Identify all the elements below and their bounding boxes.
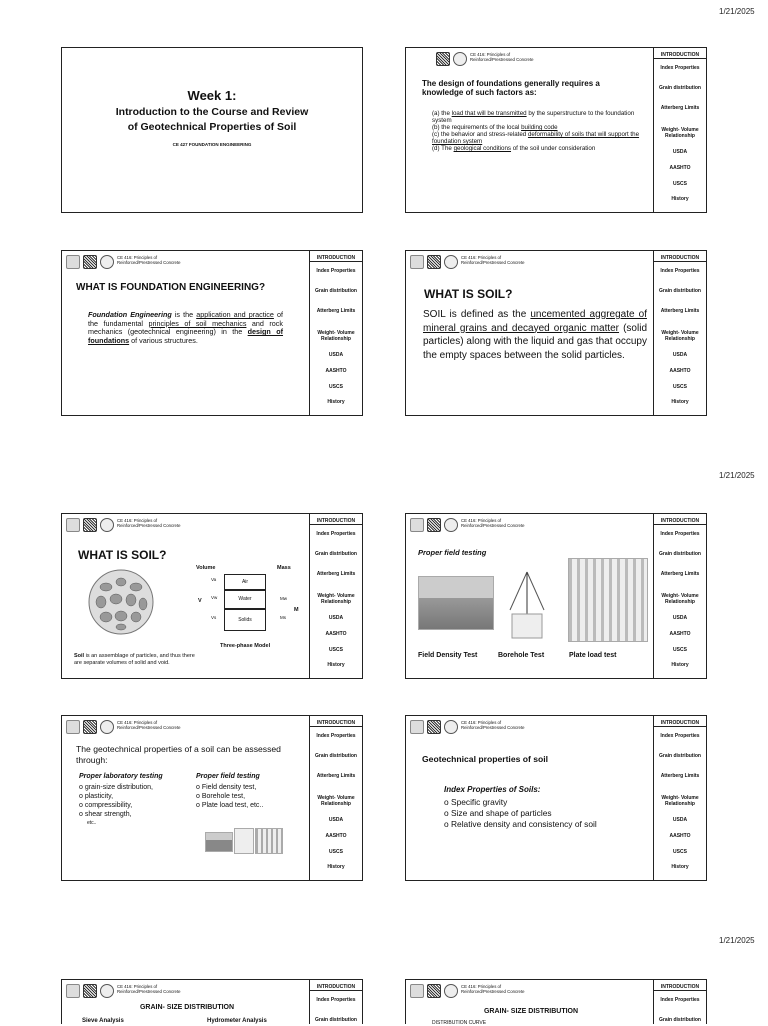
nav-introduction[interactable]: INTRODUCTION xyxy=(310,720,362,727)
nav-grain[interactable]: Grain distribution xyxy=(315,1017,357,1023)
model-caption: Three-phase Model xyxy=(220,643,271,649)
slide-header xyxy=(436,52,540,66)
mass-label: Mass xyxy=(277,565,291,571)
slide-assessment xyxy=(61,715,363,881)
nav-aashto[interactable]: AASHTO xyxy=(669,631,691,637)
nav-atterberg[interactable]: Atterberg Limits xyxy=(660,105,700,111)
soil-caption: Soil is an assemblage of particles, and thus there are separate volumes of solid and void. xyxy=(74,653,195,666)
nav-weight-volume[interactable]: Weight- Volume Relationship xyxy=(661,795,699,807)
nav-weight-volume[interactable]: Weight- Volume Relationship xyxy=(661,330,699,342)
seal-logo-icon xyxy=(453,52,467,66)
nav-aashto[interactable]: AASHTO xyxy=(325,631,347,637)
nav-sidebar xyxy=(309,716,362,880)
factor-c: (c) the behavior and stress-related deformability of soils that will support the foundation system xyxy=(432,131,640,145)
list-item: o Size and shape of particles xyxy=(444,808,552,818)
nav-sidebar xyxy=(309,980,362,1024)
school-logo-icon xyxy=(410,984,424,998)
nav-sidebar xyxy=(653,514,706,678)
slide-heading: Geotechnical properties of soil xyxy=(422,754,549,764)
school-logo-icon xyxy=(410,255,424,269)
list-item: o Borehole test, xyxy=(196,793,246,800)
nav-introduction[interactable]: INTRODUCTION xyxy=(654,52,706,59)
v-label: V xyxy=(198,598,202,604)
list-item: o compressibility, xyxy=(79,802,133,809)
course-label: CE 416: Principles of Reinforced/Prestressed Concrete xyxy=(470,52,534,62)
nav-sidebar xyxy=(653,48,706,212)
nav-introduction[interactable]: INTRODUCTION xyxy=(654,518,706,525)
nav-usda[interactable]: USDA xyxy=(328,615,344,621)
slide-three-phase xyxy=(61,513,363,679)
nav-sidebar xyxy=(309,514,362,678)
index-properties-heading: Index Properties of Soils: xyxy=(444,785,541,794)
hydrometer-analysis-label: Hydrometer Analysis xyxy=(207,1018,267,1024)
nav-sidebar xyxy=(653,980,706,1024)
slide-header xyxy=(66,518,197,532)
nav-introduction[interactable]: INTRODUCTION xyxy=(310,984,362,991)
course-label: CE 416: Principles of Reinforced/Prestressed Concrete xyxy=(461,518,525,528)
list-item: o grain-size distribution, xyxy=(79,784,153,791)
va-label: Va xyxy=(211,577,217,582)
nav-weight-volume[interactable]: Weight- Volume Relationship xyxy=(317,593,355,605)
ms-label: Ms xyxy=(280,615,286,620)
nav-uscs[interactable]: USCS xyxy=(329,849,343,855)
nav-introduction[interactable]: INTRODUCTION xyxy=(654,984,706,991)
nav-introduction[interactable]: INTRODUCTION xyxy=(654,720,706,727)
vw-label: Vw xyxy=(211,595,218,600)
list-item: o plasticity, xyxy=(79,793,114,800)
nav-aashto[interactable]: AASHTO xyxy=(325,368,347,374)
nav-atterberg[interactable]: Atterberg Limits xyxy=(316,308,356,314)
nav-usda[interactable]: USDA xyxy=(328,352,344,358)
field-testing-list xyxy=(196,783,263,810)
factor-a: (a) the load that will be transmitted by the superstructure to the foundation system xyxy=(432,110,635,124)
seal-logo-icon xyxy=(444,255,458,269)
borehole-diagram xyxy=(502,570,552,642)
nav-usda[interactable]: USDA xyxy=(672,615,688,621)
factor-d: (d) The geological conditions of the soil under consideration xyxy=(432,145,596,152)
nav-index[interactable]: Index Properties xyxy=(660,997,700,1003)
nav-index[interactable]: Index Properties xyxy=(660,65,700,71)
nav-atterberg[interactable]: Atterberg Limits xyxy=(660,773,700,779)
slide-title xyxy=(61,47,363,213)
water-phase: Water xyxy=(224,590,266,609)
solids-phase: Solids xyxy=(224,609,266,631)
nav-history[interactable]: History xyxy=(671,662,689,668)
school-logo-icon xyxy=(410,720,424,734)
field-density-photo xyxy=(418,576,494,630)
page-date-3: 1/21/2025 xyxy=(719,936,755,945)
slide-design-factors xyxy=(405,47,707,213)
school-logo-icon xyxy=(66,720,80,734)
slide-heading: Proper field testing xyxy=(418,548,487,557)
nav-grain[interactable]: Grain distribution xyxy=(659,551,701,557)
nav-weight-volume[interactable]: Weight- Volume Relationship xyxy=(317,795,355,807)
nav-atterberg[interactable]: Atterberg Limits xyxy=(660,571,700,577)
qr-logo-icon xyxy=(427,255,441,269)
slide-header xyxy=(66,720,197,734)
qr-logo-icon xyxy=(436,52,450,66)
factor-b: (b) the requirements of the local building code xyxy=(432,124,558,131)
nav-usda[interactable]: USDA xyxy=(672,149,688,155)
nav-grain[interactable]: Grain distribution xyxy=(659,1017,701,1023)
nav-grain[interactable]: Grain distribution xyxy=(659,753,701,759)
sieve-analysis-label: Sieve Analysis xyxy=(82,1018,124,1024)
slide-foundation-engineering xyxy=(61,250,363,416)
caption-plate-load: Plate load test xyxy=(569,652,617,659)
list-item: o shear strength, xyxy=(79,811,132,818)
slide-header xyxy=(410,984,541,998)
school-logo-icon xyxy=(66,518,80,532)
slide-header xyxy=(66,984,197,998)
nav-sidebar xyxy=(653,716,706,880)
nav-index[interactable]: Index Properties xyxy=(660,733,700,739)
nav-uscs[interactable]: USCS xyxy=(329,647,343,653)
seal-logo-icon xyxy=(100,720,114,734)
m-label: M xyxy=(294,607,299,613)
list-item: o Plate load test, etc.. xyxy=(196,802,264,809)
nav-index[interactable]: Index Properties xyxy=(660,531,700,537)
page-date-2: 1/21/2025 xyxy=(719,471,755,480)
qr-logo-icon xyxy=(83,720,97,734)
course-title-2: of Geotechnical Properties of Soil xyxy=(127,121,297,133)
nav-aashto[interactable]: AASHTO xyxy=(325,833,347,839)
slide-heading: WHAT IS FOUNDATION ENGINEERING? xyxy=(76,282,266,293)
nav-sidebar xyxy=(653,251,706,415)
factors-intro: The design of foundations generally requires a knowledge of such factors as: xyxy=(422,79,600,97)
nav-introduction[interactable]: INTRODUCTION xyxy=(310,518,362,525)
nav-uscs[interactable]: USCS xyxy=(329,384,343,390)
nav-aashto[interactable]: AASHTO xyxy=(669,833,691,839)
volume-label: Volume xyxy=(196,565,216,571)
caption-borehole: Borehole Test xyxy=(498,652,545,659)
nav-index[interactable]: Index Properties xyxy=(316,268,356,274)
nav-index[interactable]: Index Properties xyxy=(660,268,700,274)
seal-logo-icon xyxy=(100,255,114,269)
slide-header xyxy=(410,720,541,734)
nav-uscs[interactable]: USCS xyxy=(673,181,687,187)
nav-history[interactable]: History xyxy=(671,399,689,405)
course-label: CE 416: Principles of Reinforced/Prestressed Concrete xyxy=(117,255,181,265)
assessment-intro: The geotechnical properties of a soil can be assessed through: xyxy=(76,744,281,765)
slide-header xyxy=(66,255,197,269)
nav-atterberg[interactable]: Atterberg Limits xyxy=(316,773,356,779)
nav-history[interactable]: History xyxy=(327,662,345,668)
nav-uscs[interactable]: USCS xyxy=(673,647,687,653)
school-logo-icon xyxy=(66,255,80,269)
school-logo-icon xyxy=(66,984,80,998)
field-testing-heading: Proper field testing xyxy=(196,773,260,780)
distribution-curve-label: DISTRIBUTION CURVE xyxy=(432,1020,487,1026)
slide-heading: WHAT IS SOIL? xyxy=(424,287,513,301)
slide-heading: GRAIN- SIZE DISTRIBUTION xyxy=(483,1008,579,1015)
nav-usda[interactable]: USDA xyxy=(672,817,688,823)
school-logo-icon xyxy=(410,518,424,532)
nav-uscs[interactable]: USCS xyxy=(673,384,687,390)
slide-index-properties xyxy=(405,715,707,881)
index-properties-list xyxy=(444,797,597,830)
caption-field-density: Field Density Test xyxy=(418,652,478,659)
course-code: CE 427 FOUNDATION ENGINEERING xyxy=(172,142,252,147)
list-item: o Specific gravity xyxy=(444,797,508,807)
seal-logo-icon xyxy=(100,984,114,998)
qr-logo-icon xyxy=(427,984,441,998)
nav-weight-volume[interactable]: Weight- Volume Relationship xyxy=(317,330,355,342)
nav-weight-volume[interactable]: Weight- Volume Relationship xyxy=(661,127,699,139)
nav-atterberg[interactable]: Atterberg Limits xyxy=(660,308,700,314)
nav-index[interactable]: Index Properties xyxy=(316,997,356,1003)
lab-testing-list xyxy=(79,783,153,828)
qr-logo-icon xyxy=(83,518,97,532)
nav-grain[interactable]: Grain distribution xyxy=(315,288,357,294)
soil-definition: SOIL is defined as the uncemented aggregate of mineral grains and decayed organic matter (solid particles) along with the liquid and gas that occupy the empty spaces between the solid particles. xyxy=(423,309,648,361)
nav-grain[interactable]: Grain distribution xyxy=(659,288,701,294)
nav-atterberg[interactable]: Atterberg Limits xyxy=(316,571,356,577)
slide-grain-size-2 xyxy=(405,979,707,1024)
plate-load-diagram xyxy=(568,558,648,642)
seal-logo-icon xyxy=(444,984,458,998)
course-title-1: Introduction to the Course and Review xyxy=(115,106,309,118)
qr-logo-icon xyxy=(427,720,441,734)
course-label: CE 416: Principles of Reinforced/Prestressed Concrete xyxy=(461,255,525,265)
seal-logo-icon xyxy=(100,518,114,532)
slide-heading: GRAIN- SIZE DISTRIBUTION xyxy=(139,1004,235,1011)
list-item: etc.. xyxy=(87,820,97,826)
field-test-thumb-2 xyxy=(234,828,254,854)
list-item: o Field density test, xyxy=(196,784,257,791)
lab-testing-heading: Proper laboratory testing xyxy=(79,773,163,780)
nav-aashto[interactable]: AASHTO xyxy=(669,368,691,374)
definition-text: Foundation Engineering is the application and practice of the fundamental principles of soil mechanics and rock mechanics (geotechnical engineering) in the design of foundations of various structures. xyxy=(88,310,284,345)
nav-introduction[interactable]: INTRODUCTION xyxy=(654,255,706,262)
factor-list xyxy=(432,110,646,152)
nav-usda[interactable]: USDA xyxy=(672,352,688,358)
nav-sidebar xyxy=(309,251,362,415)
course-label: CE 416: Principles of Reinforced/Prestressed Concrete xyxy=(461,984,525,994)
seal-logo-icon xyxy=(444,720,458,734)
course-label: CE 416: Principles of Reinforced/Prestressed Concrete xyxy=(117,984,181,994)
field-test-thumb-3 xyxy=(255,828,283,854)
air-phase: Air xyxy=(224,574,266,590)
slide-what-is-soil-def xyxy=(405,250,707,416)
page-date-1: 1/21/2025 xyxy=(719,7,755,16)
list-item: o Relative density and consistency of soil xyxy=(444,819,597,829)
qr-logo-icon xyxy=(83,255,97,269)
slide-grain-size-1 xyxy=(61,979,363,1024)
nav-index[interactable]: Index Properties xyxy=(316,733,356,739)
slide-heading: WHAT IS SOIL? xyxy=(78,548,167,562)
nav-history[interactable]: History xyxy=(671,864,689,870)
seal-logo-icon xyxy=(444,518,458,532)
nav-history[interactable]: History xyxy=(671,196,689,202)
nav-grain[interactable]: Grain distribution xyxy=(659,85,701,91)
slide-field-testing xyxy=(405,513,707,679)
nav-history[interactable]: History xyxy=(327,864,345,870)
mw-label: Mw xyxy=(280,596,287,601)
nav-usda[interactable]: USDA xyxy=(328,817,344,823)
nav-index[interactable]: Index Properties xyxy=(316,531,356,537)
course-label: CE 416: Principles of Reinforced/Prestressed Concrete xyxy=(117,518,181,528)
vs-label: Vs xyxy=(211,615,217,620)
slide-header xyxy=(410,255,541,269)
slide-header xyxy=(410,518,541,532)
course-label: CE 416: Principles of Reinforced/Prestressed Concrete xyxy=(461,720,525,730)
week-title: Week 1: xyxy=(187,88,237,103)
course-label: CE 416: Principles of Reinforced/Prestressed Concrete xyxy=(117,720,181,730)
nav-introduction[interactable]: INTRODUCTION xyxy=(310,255,362,262)
nav-grain[interactable]: Grain distribution xyxy=(315,551,357,557)
nav-aashto[interactable]: AASHTO xyxy=(669,165,691,171)
nav-grain[interactable]: Grain distribution xyxy=(315,753,357,759)
field-test-thumb-1 xyxy=(205,832,233,852)
qr-logo-icon xyxy=(83,984,97,998)
soil-particles-illustration xyxy=(88,569,154,635)
qr-logo-icon xyxy=(427,518,441,532)
nav-history[interactable]: History xyxy=(327,399,345,405)
nav-uscs[interactable]: USCS xyxy=(673,849,687,855)
nav-weight-volume[interactable]: Weight- Volume Relationship xyxy=(661,593,699,605)
